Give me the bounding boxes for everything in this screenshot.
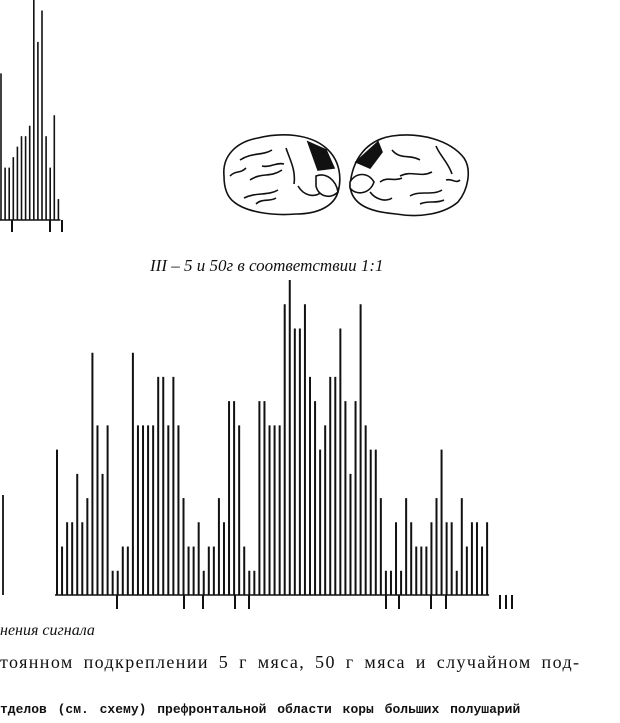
upper-left-histogram	[0, 0, 62, 232]
axis-caption: нения сигнала	[0, 622, 95, 639]
body-text-line: тоянном подкреплении 5 г мяса, 50 г мяса и случайном под-	[0, 652, 581, 672]
main-histogram	[3, 280, 512, 609]
body-text-line: тделов (см. схему) префронтальной области коры больших полушарий	[0, 702, 521, 717]
panel-caption: III – 5 и 50г в соответствии 1:1	[150, 256, 384, 275]
left-hemisphere-icon	[224, 135, 340, 215]
right-hemisphere-icon	[350, 135, 468, 216]
